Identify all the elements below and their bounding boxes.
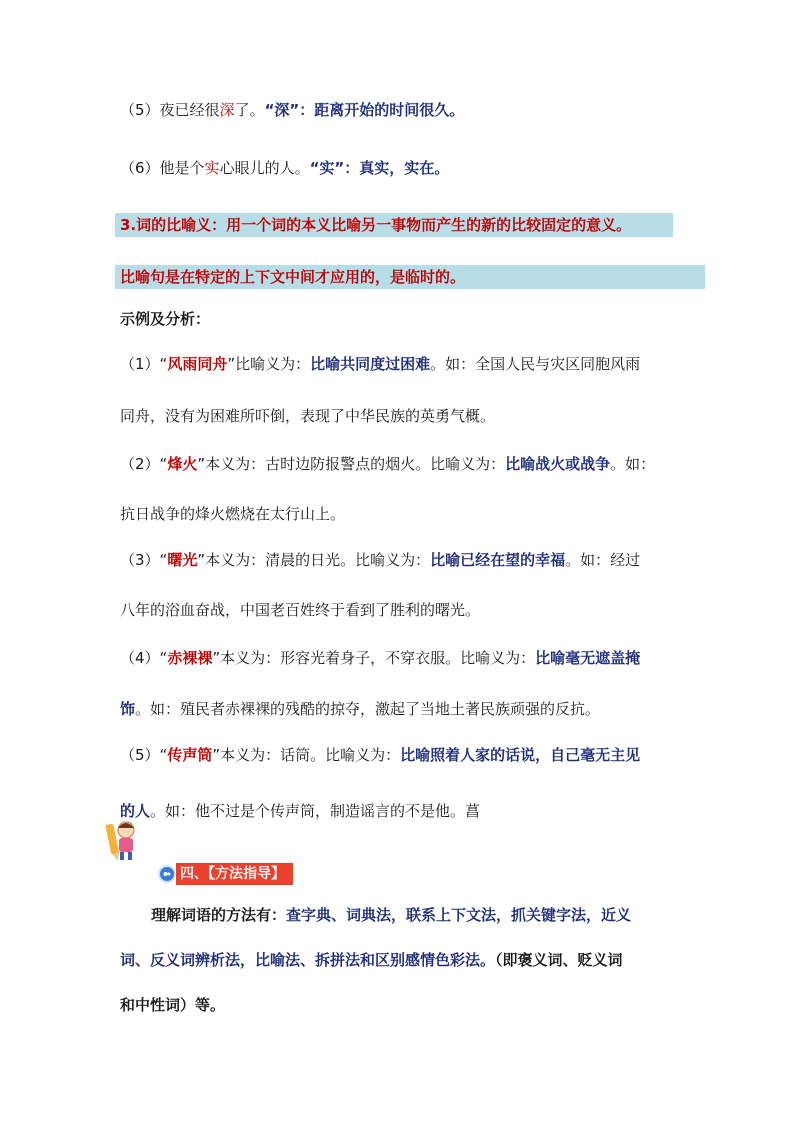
example-3-line1: （3）“曙光”本义为：清晨的日光。比喻义为：比喻已经在望的幸福。如：经过 — [120, 551, 641, 569]
example-5-line1: （5）“传声筒”本义为：话筒。比喻义为：比喻照着人家的话说，自己毫无主见 — [120, 746, 641, 764]
metaphor-note: 比喻句是在特定的上下文中间才应用的，是临时的。 — [120, 268, 466, 286]
method-line3: 和中性词）等。 — [120, 996, 226, 1014]
method-line1: 理解词语的方法有：查字典、词典法，联系上下文法，抓关键字法，近义 — [151, 906, 632, 924]
example-5-deep: （5）夜已经很深了。“深”：距离开始的时间很久。 — [120, 101, 465, 119]
example-3-line2: 八年的浴血奋战，中国老百姓终于看到了胜利的曙光。 — [120, 601, 481, 619]
section-title: 四、【方法指导】 — [176, 863, 293, 885]
pencil-mascot-icon — [104, 818, 140, 864]
metaphor-heading: 3.词的比喻义：用一个词的本义比喻另一事物而产生的新的比较固定的意义。 — [120, 216, 632, 234]
example-6-solid: （6）他是个实心眼儿的人。“实”：真实，实在。 — [120, 159, 450, 177]
example-5-line2: 的人。如：他不过是个传声筒，制造谣言的不是他。菖 — [120, 802, 481, 820]
example-4-line2: 饰。如：殖民者赤裸裸的残酷的掠夺，激起了当地土著民族顽强的反抗。 — [120, 700, 601, 718]
example-2-line2: 抗日战争的烽火燃烧在太行山上。 — [120, 505, 346, 523]
example-1-line2: 同舟，没有为困难所吓倒，表现了中华民族的英勇气概。 — [120, 407, 496, 425]
example-2-line1: （2）“烽火”本义为：古时边防报警点的烟火。比喻义为：比喻战火或战争。如： — [120, 455, 656, 473]
section-header-method — [158, 862, 293, 886]
examples-label: 示例及分析： — [120, 310, 211, 328]
example-1-line1: （1）“风雨同舟”比喻义为：比喻共同度过困难。如：全国人民与灾区同胞风雨 — [120, 355, 641, 373]
example-4-line1: （4）“赤裸裸”本义为：形容光着身子，不穿衣服。比喻义为：比喻毫无遮盖掩 — [120, 649, 641, 667]
section-bullet-icon — [158, 865, 176, 883]
method-line2: 词、反义词辨析法，比喻法、拆拼法和区别感情色彩法。（即褒义词、贬义词 — [120, 951, 623, 969]
